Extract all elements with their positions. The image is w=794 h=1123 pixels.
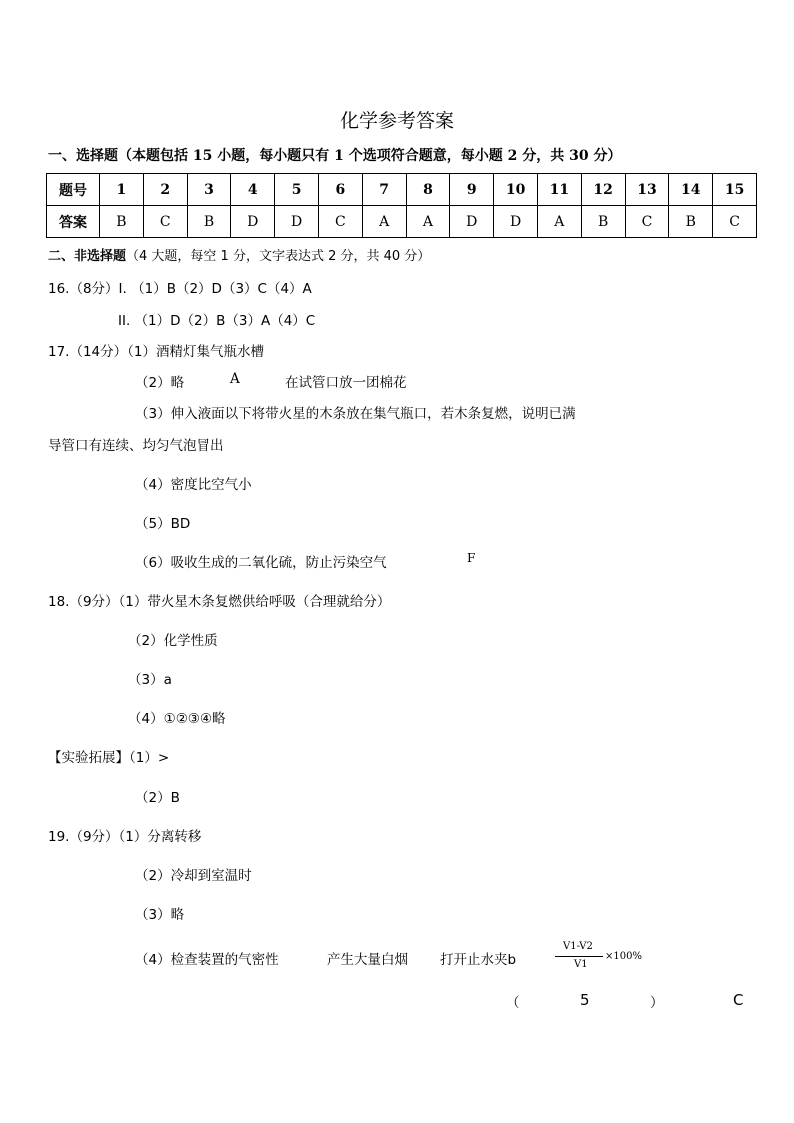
q19-line5-value: 5 xyxy=(580,991,590,1009)
section2-heading-bold: 二、非选择题 xyxy=(48,249,127,264)
answer-cell: B xyxy=(187,206,231,238)
answer-cell: C xyxy=(143,206,187,238)
q16-line2: II. （1）D（2）B（3）A（4）C xyxy=(118,313,316,329)
q19-line3: （3）略 xyxy=(135,907,185,923)
question-number-cell: 11 xyxy=(537,174,581,206)
q16-line1: 16.（8分）I. （1）B（2）D（3）C（4）A xyxy=(48,281,312,297)
question-number-cell: 5 xyxy=(275,174,319,206)
fraction-bar xyxy=(555,956,603,957)
section2-heading-rest: （4 大题，每空 1 分，文字表达式 2 分，共 40 分） xyxy=(126,249,431,264)
question-number-cell: 2 xyxy=(143,174,187,206)
experiment-extension-line1: 【实验拓展】（1）> xyxy=(48,750,170,766)
q18-line3: （3）a xyxy=(128,672,172,688)
answer-cell: A xyxy=(362,206,406,238)
answer-cell: C xyxy=(713,206,757,238)
question-number-cell: 7 xyxy=(362,174,406,206)
section2-heading xyxy=(48,245,430,264)
q19-line4-part1: （4）检查装置的气密性 xyxy=(135,952,279,968)
q17-line5: （4）密度比空气小 xyxy=(135,477,252,493)
question-number-cell: 14 xyxy=(669,174,713,206)
q17-line2-part1: （2）略 xyxy=(135,375,185,391)
q18-line1: 18.（9分）（1）带火星木条复燃供给呼吸（合理就给分） xyxy=(48,594,391,610)
answer-table xyxy=(46,173,757,238)
table-row-answers xyxy=(47,206,757,238)
question-number-cell: 9 xyxy=(450,174,494,206)
answer-cell: D xyxy=(231,206,275,238)
section1-heading: 一、选择题（本题包括 15 小题，每小题只有 1 个选项符合题意，每小题 2 分，共 30 分） xyxy=(48,148,622,164)
q18-line4: （4）①②③④略 xyxy=(128,711,226,727)
fraction-denominator: V1 xyxy=(574,959,588,970)
q19-line2: （2）冷却到室温时 xyxy=(135,868,252,884)
answer-cell: C xyxy=(625,206,669,238)
answer-cell: A xyxy=(406,206,450,238)
page-title: 化学参考答案 xyxy=(340,110,455,132)
answer-cell: B xyxy=(669,206,713,238)
q17-line1: 17.（14分）（1）酒精灯集气瓶水槽 xyxy=(48,344,264,360)
question-number-cell: 15 xyxy=(713,174,757,206)
answer-cell: B xyxy=(581,206,625,238)
question-number-cell: 4 xyxy=(231,174,275,206)
question-number-cell: 10 xyxy=(494,174,538,206)
answer-cell: D xyxy=(275,206,319,238)
q19-line5-close-paren: ） xyxy=(650,995,664,1011)
q17-line7-part2: F xyxy=(467,551,476,565)
answer-cell: D xyxy=(494,206,538,238)
fraction-suffix: ×100% xyxy=(605,951,642,962)
question-number-cell: 6 xyxy=(318,174,362,206)
question-number-cell: 8 xyxy=(406,174,450,206)
q17-line6: （5）BD xyxy=(135,516,191,532)
q17-line4: 导管口有连续、均匀气泡冒出 xyxy=(48,438,224,454)
q18-line2: （2）化学性质 xyxy=(128,633,218,649)
table-row-numbers xyxy=(47,174,757,206)
q19-line5-answer: C xyxy=(733,991,744,1009)
question-number-cell: 12 xyxy=(581,174,625,206)
q17-line2-part3: 在试管口放一团棉花 xyxy=(285,375,407,391)
experiment-extension-line2: （2）B xyxy=(135,790,180,806)
answer-cell: D xyxy=(450,206,494,238)
q19-line4-part2: 产生大量白烟 xyxy=(327,952,408,968)
q17-line7-part1: （6）吸收生成的二氧化硫，防止污染空气 xyxy=(135,555,387,571)
q19-line5-open-paren: （ xyxy=(506,995,520,1011)
q19-line1: 19.（9分）（1）分离转移 xyxy=(48,829,202,845)
question-number-cell: 1 xyxy=(100,174,144,206)
answer-cell: A xyxy=(537,206,581,238)
answer-cell: C xyxy=(318,206,362,238)
question-number-cell: 3 xyxy=(187,174,231,206)
fraction-numerator: V1-V2 xyxy=(563,941,593,952)
q17-line3: （3）伸入液面以下将带火星的木条放在集气瓶口，若木条复燃，说明已满 xyxy=(135,406,576,422)
question-number-cell: 13 xyxy=(625,174,669,206)
q19-line4-part3: 打开止水夹b xyxy=(440,952,517,968)
answer-cell: B xyxy=(100,206,144,238)
row-label-answer: 答案 xyxy=(47,206,100,238)
row-label-number: 题号 xyxy=(47,174,100,206)
q17-line2-part2: A xyxy=(230,371,240,387)
